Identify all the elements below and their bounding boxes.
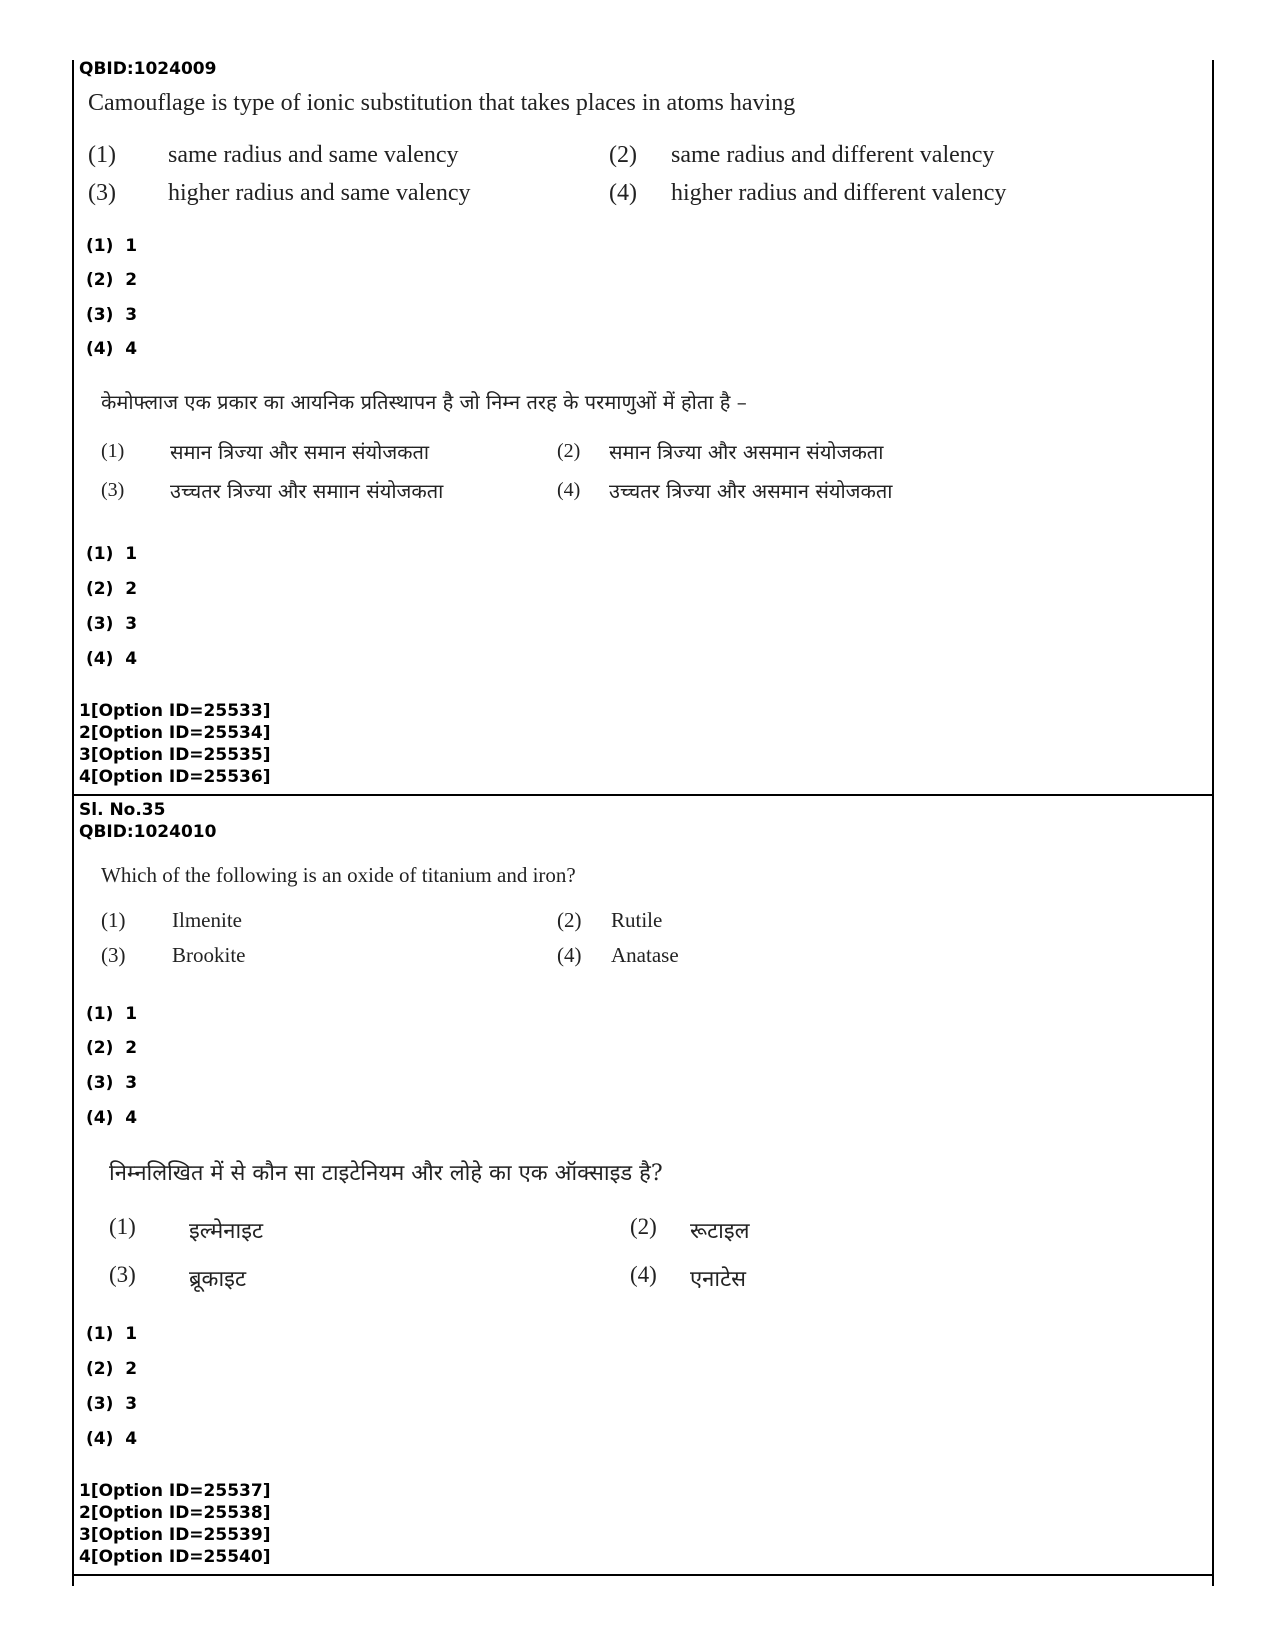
option-num: (3) <box>101 943 126 967</box>
answer-option-1[interactable]: (1) 1 <box>86 1324 138 1344</box>
option-num: (4) <box>630 1262 657 1287</box>
option-num: (2) <box>557 440 581 462</box>
option-num: (2) <box>557 908 582 932</box>
answer-option-1[interactable]: (1) 1 <box>86 544 138 564</box>
answer-option-2[interactable]: (2) 2 <box>86 270 138 290</box>
answer-option-1[interactable]: (1) 1 <box>86 236 138 256</box>
option-id: 3[Option ID=25539] <box>79 1525 271 1545</box>
question-text-hi: निम्नलिखित में से कौन सा टाइटेनियम और लोहे का एक ऑक्साइड है? <box>109 1161 663 1186</box>
option-text: Rutile <box>611 908 663 932</box>
option-id: 2[Option ID=25534] <box>79 723 271 743</box>
answer-option-2[interactable]: (2) 2 <box>86 1038 138 1058</box>
option-text: Anatase <box>611 943 679 967</box>
option-text: same radius and same valency <box>168 142 459 168</box>
option-id: 3[Option ID=25535] <box>79 745 271 765</box>
option-id: 4[Option ID=25536] <box>79 767 271 787</box>
option-num: (3) <box>109 1262 136 1287</box>
option-num: (3) <box>101 479 125 501</box>
option-num: (1) <box>88 142 116 168</box>
option-num: (4) <box>609 180 637 206</box>
option-text: उच्चतर त्रिज्या और असमान संयोजकता <box>609 479 893 503</box>
option-text: higher radius and same valency <box>168 180 471 206</box>
option-num: (2) <box>630 1214 657 1239</box>
option-text: Ilmenite <box>172 908 242 932</box>
question-text-hi: केमोफ्लाज एक प्रकार का आयनिक प्रतिस्थापन है जो निम्न तरह के परमाणुओं में होता है – <box>101 390 747 414</box>
option-num: (2) <box>609 142 637 168</box>
option-text: समान त्रिज्या और असमान संयोजकता <box>609 440 884 464</box>
answer-option-3[interactable]: (3) 3 <box>86 614 138 634</box>
answer-option-4[interactable]: (4) 4 <box>86 1108 138 1128</box>
option-num: (4) <box>557 479 581 501</box>
question-block-3-start <box>72 1576 1214 1586</box>
answer-option-4[interactable]: (4) 4 <box>86 649 138 669</box>
answer-option-2[interactable]: (2) 2 <box>86 579 138 599</box>
option-num: (1) <box>101 908 126 932</box>
option-text: इल्मेनाइट <box>189 1219 264 1244</box>
option-num: (1) <box>109 1214 136 1239</box>
option-num: (4) <box>557 943 582 967</box>
answer-option-3[interactable]: (3) 3 <box>86 305 138 325</box>
option-text: उच्चतर त्रिज्या और समाान संयोजकता <box>170 479 444 503</box>
answer-option-4[interactable]: (4) 4 <box>86 1429 138 1449</box>
answer-option-3[interactable]: (3) 3 <box>86 1394 138 1414</box>
option-text: एनाटेस <box>690 1267 747 1292</box>
qbid-label: QBID:1024009 <box>79 59 217 79</box>
option-id: 4[Option ID=25540] <box>79 1547 271 1567</box>
option-num: (1) <box>101 440 125 462</box>
serial-number: Sl. No.35 <box>79 800 166 820</box>
option-text: same radius and different valency <box>671 142 995 168</box>
option-text: समान त्रिज्या और समान संयोजकता <box>170 440 430 464</box>
option-id: 1[Option ID=25537] <box>79 1481 271 1501</box>
option-id: 2[Option ID=25538] <box>79 1503 271 1523</box>
option-text: Brookite <box>172 943 246 967</box>
question-text-en: Which of the following is an oxide of titanium and iron? <box>101 863 576 887</box>
option-text: रूटाइल <box>690 1219 750 1244</box>
option-num: (3) <box>88 180 116 206</box>
option-text: ब्रूकाइट <box>189 1267 247 1292</box>
answer-option-4[interactable]: (4) 4 <box>86 339 138 359</box>
question-block-1 <box>72 60 1214 796</box>
answer-option-3[interactable]: (3) 3 <box>86 1073 138 1093</box>
question-text-en: Camouflage is type of ionic substitution that takes places in atoms having <box>88 90 796 116</box>
answer-option-2[interactable]: (2) 2 <box>86 1359 138 1379</box>
qbid-label: QBID:1024010 <box>79 822 217 842</box>
answer-option-1[interactable]: (1) 1 <box>86 1004 138 1024</box>
option-id: 1[Option ID=25533] <box>79 701 271 721</box>
option-text: higher radius and different valency <box>671 180 1007 206</box>
